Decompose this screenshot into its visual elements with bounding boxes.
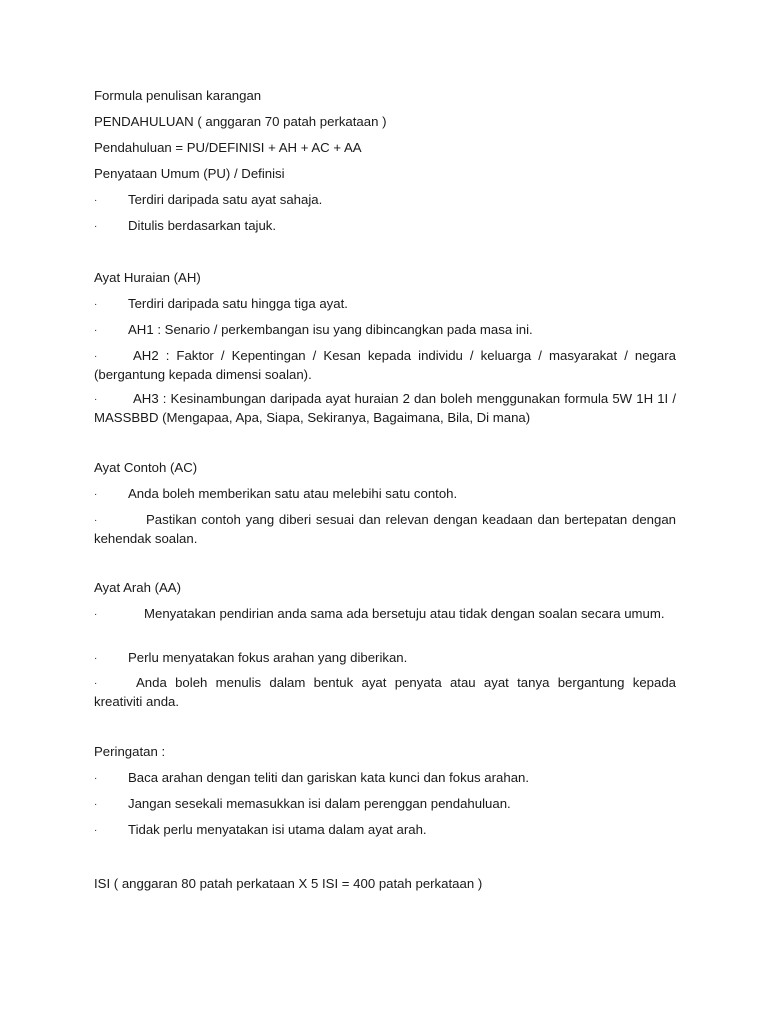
list-item: [94, 390, 676, 427]
bullet-marker: ·: [94, 515, 98, 526]
bullet-marker: ·: [94, 394, 98, 405]
warning-heading: Peringatan :: [94, 744, 166, 759]
list-item: [94, 821, 676, 839]
isi-heading: ISI ( anggaran 80 patah perkataan X 5 ISI = 400 patah perkataan ): [94, 876, 483, 891]
list-item: [94, 191, 676, 209]
list-item-text: Pastikan contoh yang diberi sesuai dan relevan dengan keadaan dan bertepatan dengan kehendak soalan.: [94, 512, 676, 546]
bullet-marker: ·: [94, 299, 98, 310]
aa-heading: Ayat Arah (AA): [94, 580, 181, 595]
list-item: [94, 321, 676, 339]
bullet-marker: ·: [94, 325, 98, 336]
list-item: [94, 511, 676, 548]
list-item-text: Terdiri daripada satu hingga tiga ayat.: [128, 296, 348, 311]
list-item-text: Perlu menyatakan fokus arahan yang diberikan.: [128, 650, 408, 665]
list-item: [94, 217, 676, 235]
list-item: [94, 485, 676, 503]
list-item-text: AH2 : Faktor / Kepentingan / Kesan kepada individu / keluarga / masyarakat / negara (bergantung kepada dimensi soalan).: [94, 348, 676, 382]
pendahuluan-formula: Pendahuluan = PU/DEFINISI + AH + AC + AA: [94, 140, 362, 155]
bullet-marker: ·: [94, 195, 98, 206]
bullet-marker: ·: [94, 825, 98, 836]
list-item-text: Menyatakan pendirian anda sama ada bersetuju atau tidak dengan soalan secara umum.: [144, 606, 665, 621]
bullet-marker: ·: [94, 799, 98, 810]
list-item: [94, 674, 676, 711]
list-item: [94, 347, 676, 384]
bullet-marker: ·: [94, 678, 98, 689]
pendahuluan-heading: PENDAHULUAN ( anggaran 70 patah perkataan ): [94, 114, 387, 129]
ah-heading: Ayat Huraian (AH): [94, 270, 201, 285]
list-item: [94, 769, 676, 787]
bullet-marker: ·: [94, 653, 98, 664]
list-item-text: Jangan sesekali memasukkan isi dalam perenggan pendahuluan.: [128, 796, 511, 811]
list-item-text: AH1 : Senario / perkembangan isu yang dibincangkan pada masa ini.: [128, 322, 533, 337]
ac-heading: Ayat Contoh (AC): [94, 460, 198, 475]
list-item-text: Anda boleh memberikan satu atau melebihi satu contoh.: [128, 486, 458, 501]
list-item-text: Terdiri daripada satu ayat sahaja.: [128, 192, 323, 207]
list-item: [94, 295, 676, 313]
bullet-marker: ·: [94, 609, 98, 620]
bullet-marker: ·: [94, 489, 98, 500]
list-item-text: AH3 : Kesinambungan daripada ayat huraian 2 dan boleh menggunakan formula 5W 1H 1I / MASSBBD (Mengapaa, Apa, Siapa, Sekiranya, Bagaimana, Bila, Di mana): [94, 391, 676, 425]
list-item: [94, 795, 676, 813]
bullet-marker: ·: [94, 351, 98, 362]
list-item-text: Baca arahan dengan teliti dan gariskan kata kunci dan fokus arahan.: [128, 770, 530, 785]
list-item-text: Anda boleh menulis dalam bentuk ayat penyata atau ayat tanya bergantung kepada kreativiti anda.: [94, 675, 676, 709]
list-item-text: Tidak perlu menyatakan isi utama dalam ayat arah.: [128, 822, 427, 837]
bullet-marker: ·: [94, 773, 98, 784]
doc-title: Formula penulisan karangan: [94, 88, 262, 103]
bullet-marker: ·: [94, 221, 98, 232]
list-item: [94, 605, 676, 624]
pu-heading: Penyataan Umum (PU) / Definisi: [94, 166, 285, 181]
list-item-text: Ditulis berdasarkan tajuk.: [128, 218, 277, 233]
list-item: [94, 649, 676, 667]
